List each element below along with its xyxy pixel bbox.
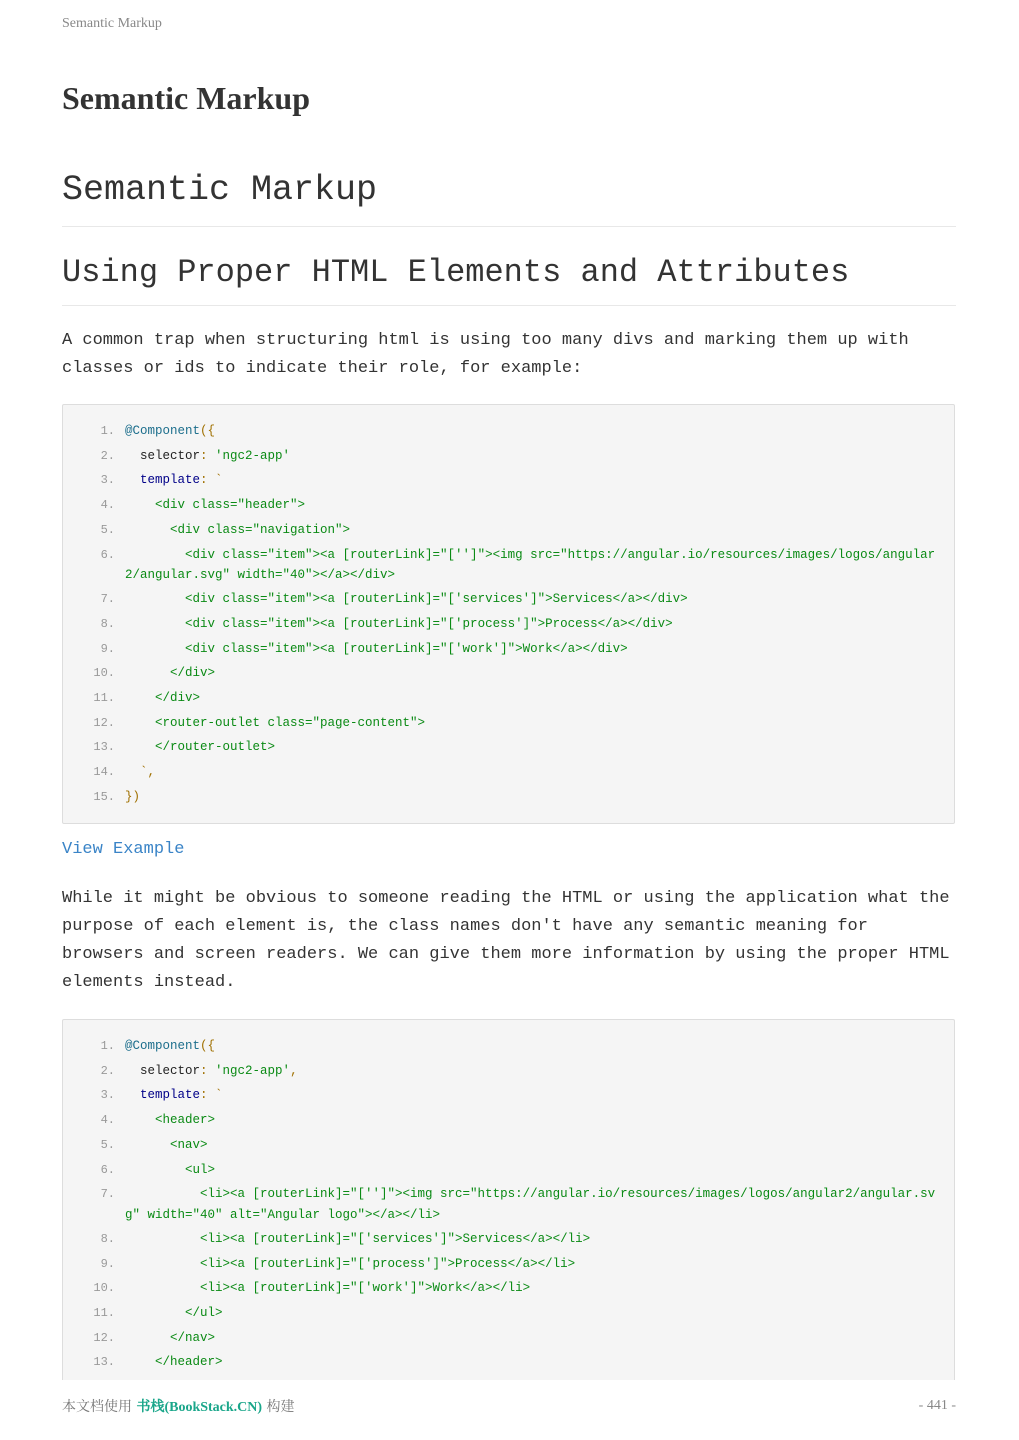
- code-text: selector: 'ngc2-app',: [125, 1063, 298, 1078]
- code-text: <header>: [125, 1113, 216, 1128]
- page-number: - 441 -: [918, 1398, 956, 1413]
- line-number: 12.: [93, 1330, 115, 1345]
- code-line: [63, 661, 944, 686]
- line-number: 7.: [100, 592, 115, 607]
- code-line: [63, 711, 944, 736]
- code-line: [63, 1158, 944, 1183]
- line-number: 3.: [100, 1088, 115, 1103]
- code-text: <div class="navigation">: [125, 522, 351, 537]
- code-text: @Component({: [125, 1039, 216, 1053]
- line-number: 2.: [100, 448, 115, 463]
- line-number: 2.: [100, 1063, 115, 1078]
- code-line: [63, 637, 944, 662]
- line-number: 13.: [93, 1355, 115, 1370]
- line-number: 9.: [100, 641, 115, 656]
- code-text: template: `: [125, 1088, 223, 1103]
- code-line: [63, 1350, 944, 1375]
- code-text: <div class="item"><a [routerLink]="['process']">Process</a></div>: [125, 616, 673, 631]
- line-number: 4.: [100, 498, 115, 513]
- line-number: 11.: [93, 1305, 115, 1320]
- code-line: [63, 1227, 944, 1252]
- code-line: [63, 785, 944, 810]
- running-header: Semantic Markup: [62, 16, 162, 31]
- code-line: [63, 493, 944, 518]
- code-line: [63, 1252, 944, 1277]
- code-line: [63, 1083, 944, 1108]
- footer-brand-link[interactable]: 书栈(BookStack.CN): [136, 1400, 263, 1415]
- code-text: <nav>: [125, 1137, 208, 1152]
- line-number: 9.: [100, 1256, 115, 1271]
- code-line: [63, 735, 944, 760]
- code-line: [63, 760, 944, 785]
- explanation-paragraph: While it might be obvious to someone reading the HTML or using the application what the purpose of each element is, the class names don't have any semantic meaning for browsers and screen readers. We can give them more information by using the proper HTML elements instead.: [62, 889, 950, 992]
- code-text: <li><a [routerLink]="['process']">Process</a></li>: [125, 1256, 576, 1271]
- code-line: [63, 543, 944, 588]
- code-line: [63, 1182, 944, 1227]
- line-number: 3.: [100, 473, 115, 488]
- subsection-heading: Using Proper HTML Elements and Attributes: [62, 254, 956, 306]
- code-text: }): [125, 789, 141, 804]
- intro-paragraph: A common trap when structuring html is using too many divs and marking them up with classes or ids to indicate their role, for example:: [62, 331, 909, 378]
- line-number: 6.: [100, 547, 115, 562]
- code-line: [63, 1301, 944, 1326]
- code-line: [63, 1133, 944, 1158]
- code-text: </div>: [125, 666, 216, 681]
- code-text: <ul>: [125, 1162, 216, 1177]
- code-text: <li><a [routerLink]="['work']">Work</a></li>: [125, 1281, 531, 1296]
- line-number: 8.: [100, 616, 115, 631]
- code-text: template: `: [125, 473, 223, 488]
- code-line: [63, 686, 944, 711]
- code-text: <div class="header">: [125, 498, 306, 513]
- view-example-link[interactable]: View Example: [62, 840, 185, 859]
- code-block-divs: [62, 404, 955, 824]
- line-number: 5.: [100, 522, 115, 537]
- footer-prefix: 本文档使用: [62, 1399, 132, 1415]
- code-text: </router-outlet>: [125, 740, 276, 755]
- line-number: 7.: [100, 1187, 115, 1202]
- code-text: <div class="item"><a [routerLink]="['services']">Services</a></div>: [125, 592, 688, 607]
- code-text: </ul>: [125, 1305, 223, 1320]
- line-number: 4.: [100, 1113, 115, 1128]
- line-number: 1.: [100, 424, 115, 438]
- code-text: <li><a [routerLink]="['']"><img src="https://angular.io/resources/images/logos/angular2/angular.svg" width="40" alt="Angular logo"></a></li>: [125, 1187, 936, 1223]
- page-title: Semantic Markup: [62, 80, 310, 116]
- code-block-semantic: [62, 1019, 955, 1399]
- line-number: 11.: [93, 690, 115, 705]
- code-text: <router-outlet class="page-content">: [125, 715, 426, 730]
- section-heading: Semantic Markup: [62, 170, 956, 227]
- code-line: [63, 518, 944, 543]
- code-text: <li><a [routerLink]="['services']">Services</a></li>: [125, 1231, 591, 1246]
- code-text: selector: 'ngc2-app': [125, 448, 291, 463]
- code-text: <div class="item"><a [routerLink]="['work']">Work</a></div>: [125, 641, 628, 656]
- line-number: 10.: [93, 666, 115, 681]
- code-line: [63, 1326, 944, 1351]
- line-number: 13.: [93, 740, 115, 755]
- page-footer: [0, 1380, 1019, 1440]
- line-number: 14.: [93, 765, 115, 780]
- code-line: [63, 1059, 944, 1084]
- code-line: [63, 1034, 944, 1059]
- code-text: </nav>: [125, 1330, 216, 1345]
- code-text: </div>: [125, 690, 201, 705]
- code-text: <div class="item"><a [routerLink]="['']"><img src="https://angular.io/resources/images/logos/angular2/angular.svg" width="40"></a></div>: [125, 547, 936, 583]
- code-line: [63, 1108, 944, 1133]
- line-number: 10.: [93, 1281, 115, 1296]
- footer-suffix: 构建: [266, 1399, 295, 1415]
- code-line: [63, 444, 944, 469]
- code-text: @Component({: [125, 424, 216, 438]
- code-text: `,: [125, 765, 156, 780]
- code-line: [63, 612, 944, 637]
- code-line: [63, 587, 944, 612]
- code-line: [63, 1276, 944, 1301]
- line-number: 1.: [100, 1039, 115, 1053]
- code-text: </header>: [125, 1355, 223, 1370]
- footer-credit: [62, 1396, 295, 1416]
- line-number: 12.: [93, 715, 115, 730]
- code-line: [63, 468, 944, 493]
- line-number: 8.: [100, 1231, 115, 1246]
- line-number: 5.: [100, 1137, 115, 1152]
- line-number: 15.: [93, 789, 115, 804]
- code-line: [63, 419, 944, 444]
- line-number: 6.: [100, 1162, 115, 1177]
